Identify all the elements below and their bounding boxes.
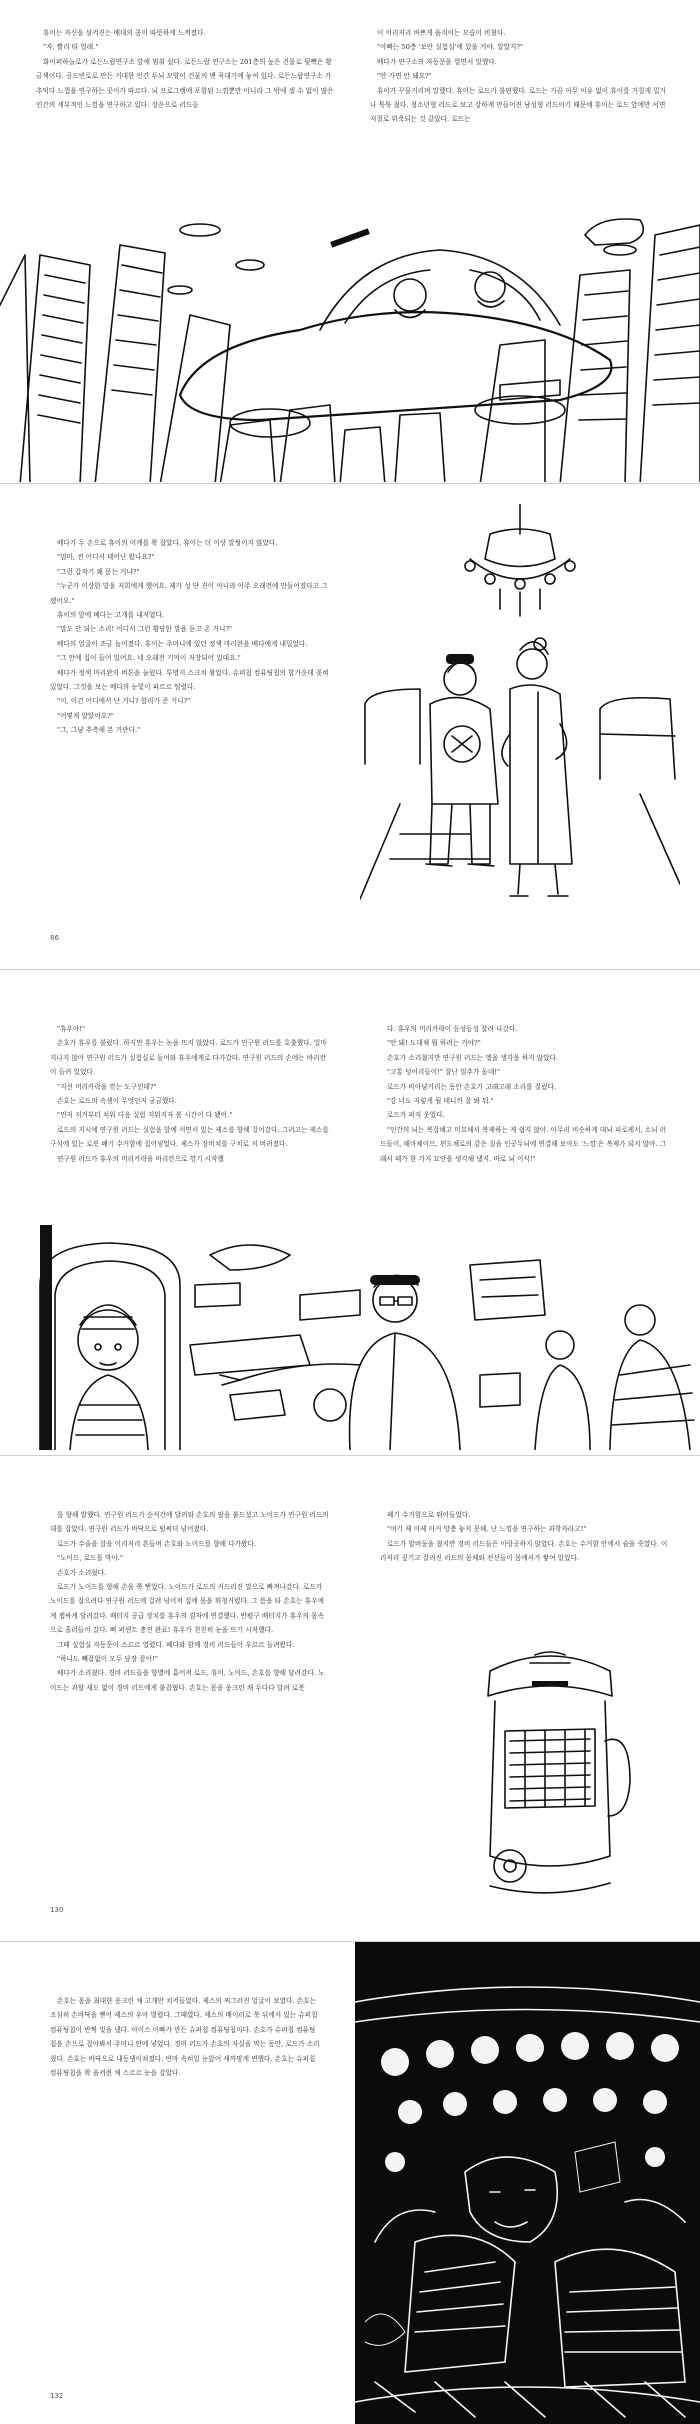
page-4-left-column [50, 1508, 330, 1695]
paragraph: 화이퍼하늘로가 로든느랍연구소 앞에 멈춰 섰다. 로든느랍 연구소는 201층의 높은 건물로 뒷빽은 황금색이다. 공드빈로로 만든 거대한 인간 두뇌 모양이 건물의 맨 꼭대기에 놓여 있다. 로든느랍연구소 가 추억다 느껍을 연구하는 곳이가 따르다. 뇌 프로그램에 포함된 느낌뿐만 아니라 그 밖에 셀 수 없이 많은 인간의 세부적인 느낌을 연구하고 있다. 장운으로 러드들 [36, 57, 334, 110]
paragraph: "그런 갑작기 왜 묻는 거냐?" [57, 567, 140, 576]
paragraph: "하니도 빼잡없이 모두 당장 잡아!" [57, 1655, 158, 1664]
book-page-4 [0, 1456, 700, 1940]
paragraph: 베다가 연구소의 자동문을 열면서 말했다. [377, 57, 497, 66]
paragraph: "그, 그냥 추측해 본 거란다." [57, 726, 141, 735]
book-page-5 [0, 1942, 700, 2424]
paragraph: 베다가 두 손으로 휴이의 어깨를 꽉 잡았다. 휴이는 더 이상 말썽이지 않았다. [57, 539, 278, 547]
paragraph: 로드가 퍼직 웃었다. [387, 1111, 445, 1120]
paragraph: 로드가 노이드를 향해 손을 쭉 뻗었다. 노이드가 로드의 커드러진 말으로 빠져나갔다. 로드가 노이드를 잡으려다 연구원 러드에 걸려 넘어져 집에 몸을 휘청거렸다. 그 틈을 타 손호는 휴우에게 잽싸게 달려갔다. 배터지 공급 장치를 휴우의 겸자에 연결했다. 반평구 배터지가 휴우의 몸속으로 흘러들어 갔다. 삐 퍼센트 충전 완료! 휴우가 천천히 눈을 뜨기 시작했다. [50, 1583, 324, 1635]
paragraph: 로드가 발버둥을 쳤지만 경비 러드들은 아랑곳하지 않았다. 손호는 수거함 안에서 숨을 죽였다. 이리저리 짚기고 잘려진 러드의 몸체와 전선들이 몸에서가 쌓여 있었다. [380, 1539, 668, 1563]
page-1-right-column [370, 26, 670, 127]
paragraph: "말도 안 되는 소리! 어디서 그런 황당한 말을 듣고 온 거니?" [57, 625, 233, 634]
paragraph: 손호가 소리쳤다. [57, 1568, 107, 1577]
laboratory-illustration [0, 1225, 700, 1450]
paragraph: 휴이가 꾸물거리며 말했다. 휴이는 로드가 불편했다. 로드는 가끔 아무 이유 없이 휴이를 거칠게 밀거나 툭툭 쳤다. 청소년형 러드로 보고 강하게 만들어진 남성형 러드이기 때문에 휴이는 로드 앞에만 서면 저절로 위축되는 것 같았다. 로드는 [370, 86, 666, 124]
book-page-3 [0, 970, 700, 1454]
paragraph: 휴이는 자신을 삼켜진는 배대의 콤이 따뜻하게 느껴졌다. [43, 29, 206, 37]
paragraph: "누군가 이상한 말을 저희에게 했어요. 제가 성 단 진이 아니라 아주 오래전에 만들어졌다고 그랬어요." [50, 582, 328, 605]
paragraph: "휴우아!" [57, 1025, 86, 1033]
chandelier-characters-illustration [360, 504, 680, 934]
paragraph: "고통 덩어리들이!" 잘난 얼추가 돌네!" [387, 1068, 501, 1077]
paragraph: "여기 제 이제 이거 망충 놓지 못해. 난 느낌을 연구하는 과학자라고!" [387, 1525, 587, 1534]
paragraph: "노이드, 로드를 막아." [57, 1554, 124, 1563]
paragraph: 베다가 정색 마리완의 버튼을 눌렀다. 투명지 스크치 왕었다. 슈퍼칩 컴퓨팅칩의 함가운데 꽂혀 있었다. 그것을 보는 베다의 눈빛이 파르르 떨렸다. [50, 668, 329, 692]
page-3-right-column [380, 1022, 670, 1166]
paragraph: "안 돼! 도대체 뭘 하려는 거야?" [387, 1039, 481, 1048]
page-3-left-column [50, 1022, 330, 1166]
paragraph: "이, 이건 어디에서 난 거니? 합리가 준 거니?" [57, 697, 191, 706]
paragraph: 를 향해 발했다. 연구원 러드가 순식간에 달려와 손호의 팔을 붙드셨고 노이드가 연구원 러드의 대를 잡았다. 연구원 러드가 바닥으로 털써더 넘어졌다. [50, 1511, 329, 1534]
paragraph: "그 안에 집이 들어 있어요. 네 오래전 기억이 저장되어 있대요." [57, 654, 241, 663]
paragraph: 로드의 지시에 연구원 러드는 실험을 앞에 서면서 있는 제스를 향해 걸어갔다. 그러고는 제스를 구석에 있는 로봇 폐기 수거함에 집어넣었다. 제스가 장비치를 구치로 저 버려졌다. [50, 1125, 329, 1149]
paragraph: 베다의 얼굴이 조금 놀어졌다. 휴이는 주머니에 있던 정색 마리완을 베다에게 내밀었다. [57, 639, 308, 648]
page-number: 86 [50, 934, 59, 942]
paragraph: 이 어리저리 바쁘게 움직이는 모습이 비쳤다. [377, 29, 506, 37]
paragraph: 손호는 로드의 속셈이 무엇인지 궁금했다. [57, 1097, 177, 1106]
paragraph: "어떻게 알았어요?" [57, 711, 114, 720]
robot-disposal-bin-illustration [450, 1641, 650, 1901]
page-number: 130 [50, 1906, 64, 1914]
paragraph: 손호는 몸을 최대한 웅크린 채 고개만 치켜들었다. 제스의 찌그러진 얼굴이 보였다. 손호는 조심히 손바닥을 뻗어 제스의 우아 벌렸다. 그때였다. 제스의 배이러로 쑥 뒤에서 있는 슈퍼칩 컴퓨팅칩이 반짝 빛을 냈다. 아이스 이빠가 만든 슈퍼칩 컴퓨팅칩이다. 손호가 슈퍼칩 컴퓨팅칩을 손으로 잡아봐서 주머니 안에 넣었다. 경비 러드가 손호의 자실을 막는 동안, 로드가 소리쳤다. 손호는 바닥으로 내동댕이쳐졌다. 빈마 속히일 눈앞이 새까맣게 변했다. 손호는 슈퍼칩 컴퓨팅칩을 꽉 움켜쥔 채 스르르 눈을 감았다. [50, 1997, 320, 2078]
paragraph: 손호가 소리쳤지만 연구원 러드는 엘을 생각을 하지 않았다. [387, 1053, 559, 1062]
paragraph: "감 너도 저렇게 될 테니까 잘 봐 둬." [387, 1097, 494, 1106]
paragraph: 손호가 휴우를 불렀다. 하지만 휴우는 눈을 뜨지 않았다. 로드가 연구원 러드를 호출했다. 얼마 지나지 않아 연구원 러드가 실험실로 들어와 휴우에게로 다가갔다. 연구원 러드의 손에는 바리칸이 들려 있었다. [50, 1039, 327, 1077]
crowd-scene-illustration [355, 1942, 700, 2424]
paragraph: "안 가면 안 돼요?" [377, 72, 432, 81]
page-5-left-column [50, 1994, 320, 2080]
paragraph: 로드가 수술을 잡을 이리저리 흔들며 손호와 노이드를 향해 다가왔다. [57, 1539, 257, 1548]
paragraph: 베다가 소리쳤다. 경비 러드들을 향별에 흩어져 로드, 휴이, 노이드, 손호를 향해 달려갔다. 노이드는 과할 새도 없이 경비 러드에게 붙잡혔다. 손호는 몸을 웅크린 채 두다다 달려 로봇 [50, 1669, 325, 1692]
paragraph: 다. 휴우의 머리카락이 듬성듬성 잘려 나갔다. [387, 1025, 518, 1033]
paragraph: 연구원 러드가 휴우의 머리카락을 바리칸으로 깎기 시작했 [57, 1154, 224, 1163]
book-page-1 [0, 0, 700, 482]
paragraph: 휴이의 앞에 베다는 고개를 내저었다. [57, 611, 165, 620]
page-1-left-column [36, 26, 336, 112]
paragraph: "자, 빨리 타 얼레." [43, 43, 99, 52]
paragraph: 그때 실험실 자동문이 스르르 열렸다. 베다와 함께 경비 러드들이 우르르 들려왔다. [57, 1640, 295, 1649]
flying-car-city-illustration [0, 195, 700, 482]
paragraph: "엄마, 전 어디서 태어난 왔나요?" [57, 553, 155, 562]
page-2-left-column [50, 536, 330, 738]
paragraph: "아빠는 50층 '보안 실험실'에 있을 거야. 알았지?" [377, 43, 524, 52]
paragraph: "지선 머리카락을 깎는 도구인데?" [57, 1082, 157, 1091]
page-4-right-column [380, 1508, 670, 1566]
paragraph: 폐기 수거함으로 뛰어들었다. [387, 1511, 471, 1519]
paragraph: "인간의 뇌는 복잡해고 미묘해서 복제하는 게 쉽지 않아. 아무리 비슷하게 대뇌 피로케서, 소뇌 러드들이, 해마체이므, 편도체로의 같은 질을 인공두뇌에 연결해 보아도 '느낌'은 복제가 되지 않아. 그래서 태가 한 가지 묘안을 생각해 냈지. 바로 뇌 이식!" [380, 1125, 667, 1163]
paragraph: "먼저 저거부터 치워 다음 실험 지워지자 볼 시간이 다 됐어." [57, 1111, 233, 1120]
book-page-2 [0, 484, 700, 968]
paragraph: 로드가 비아냥거리는 동안 손호가 고래고래 소리를 질렀다. [387, 1082, 557, 1091]
page-number: 132 [50, 2392, 64, 2400]
